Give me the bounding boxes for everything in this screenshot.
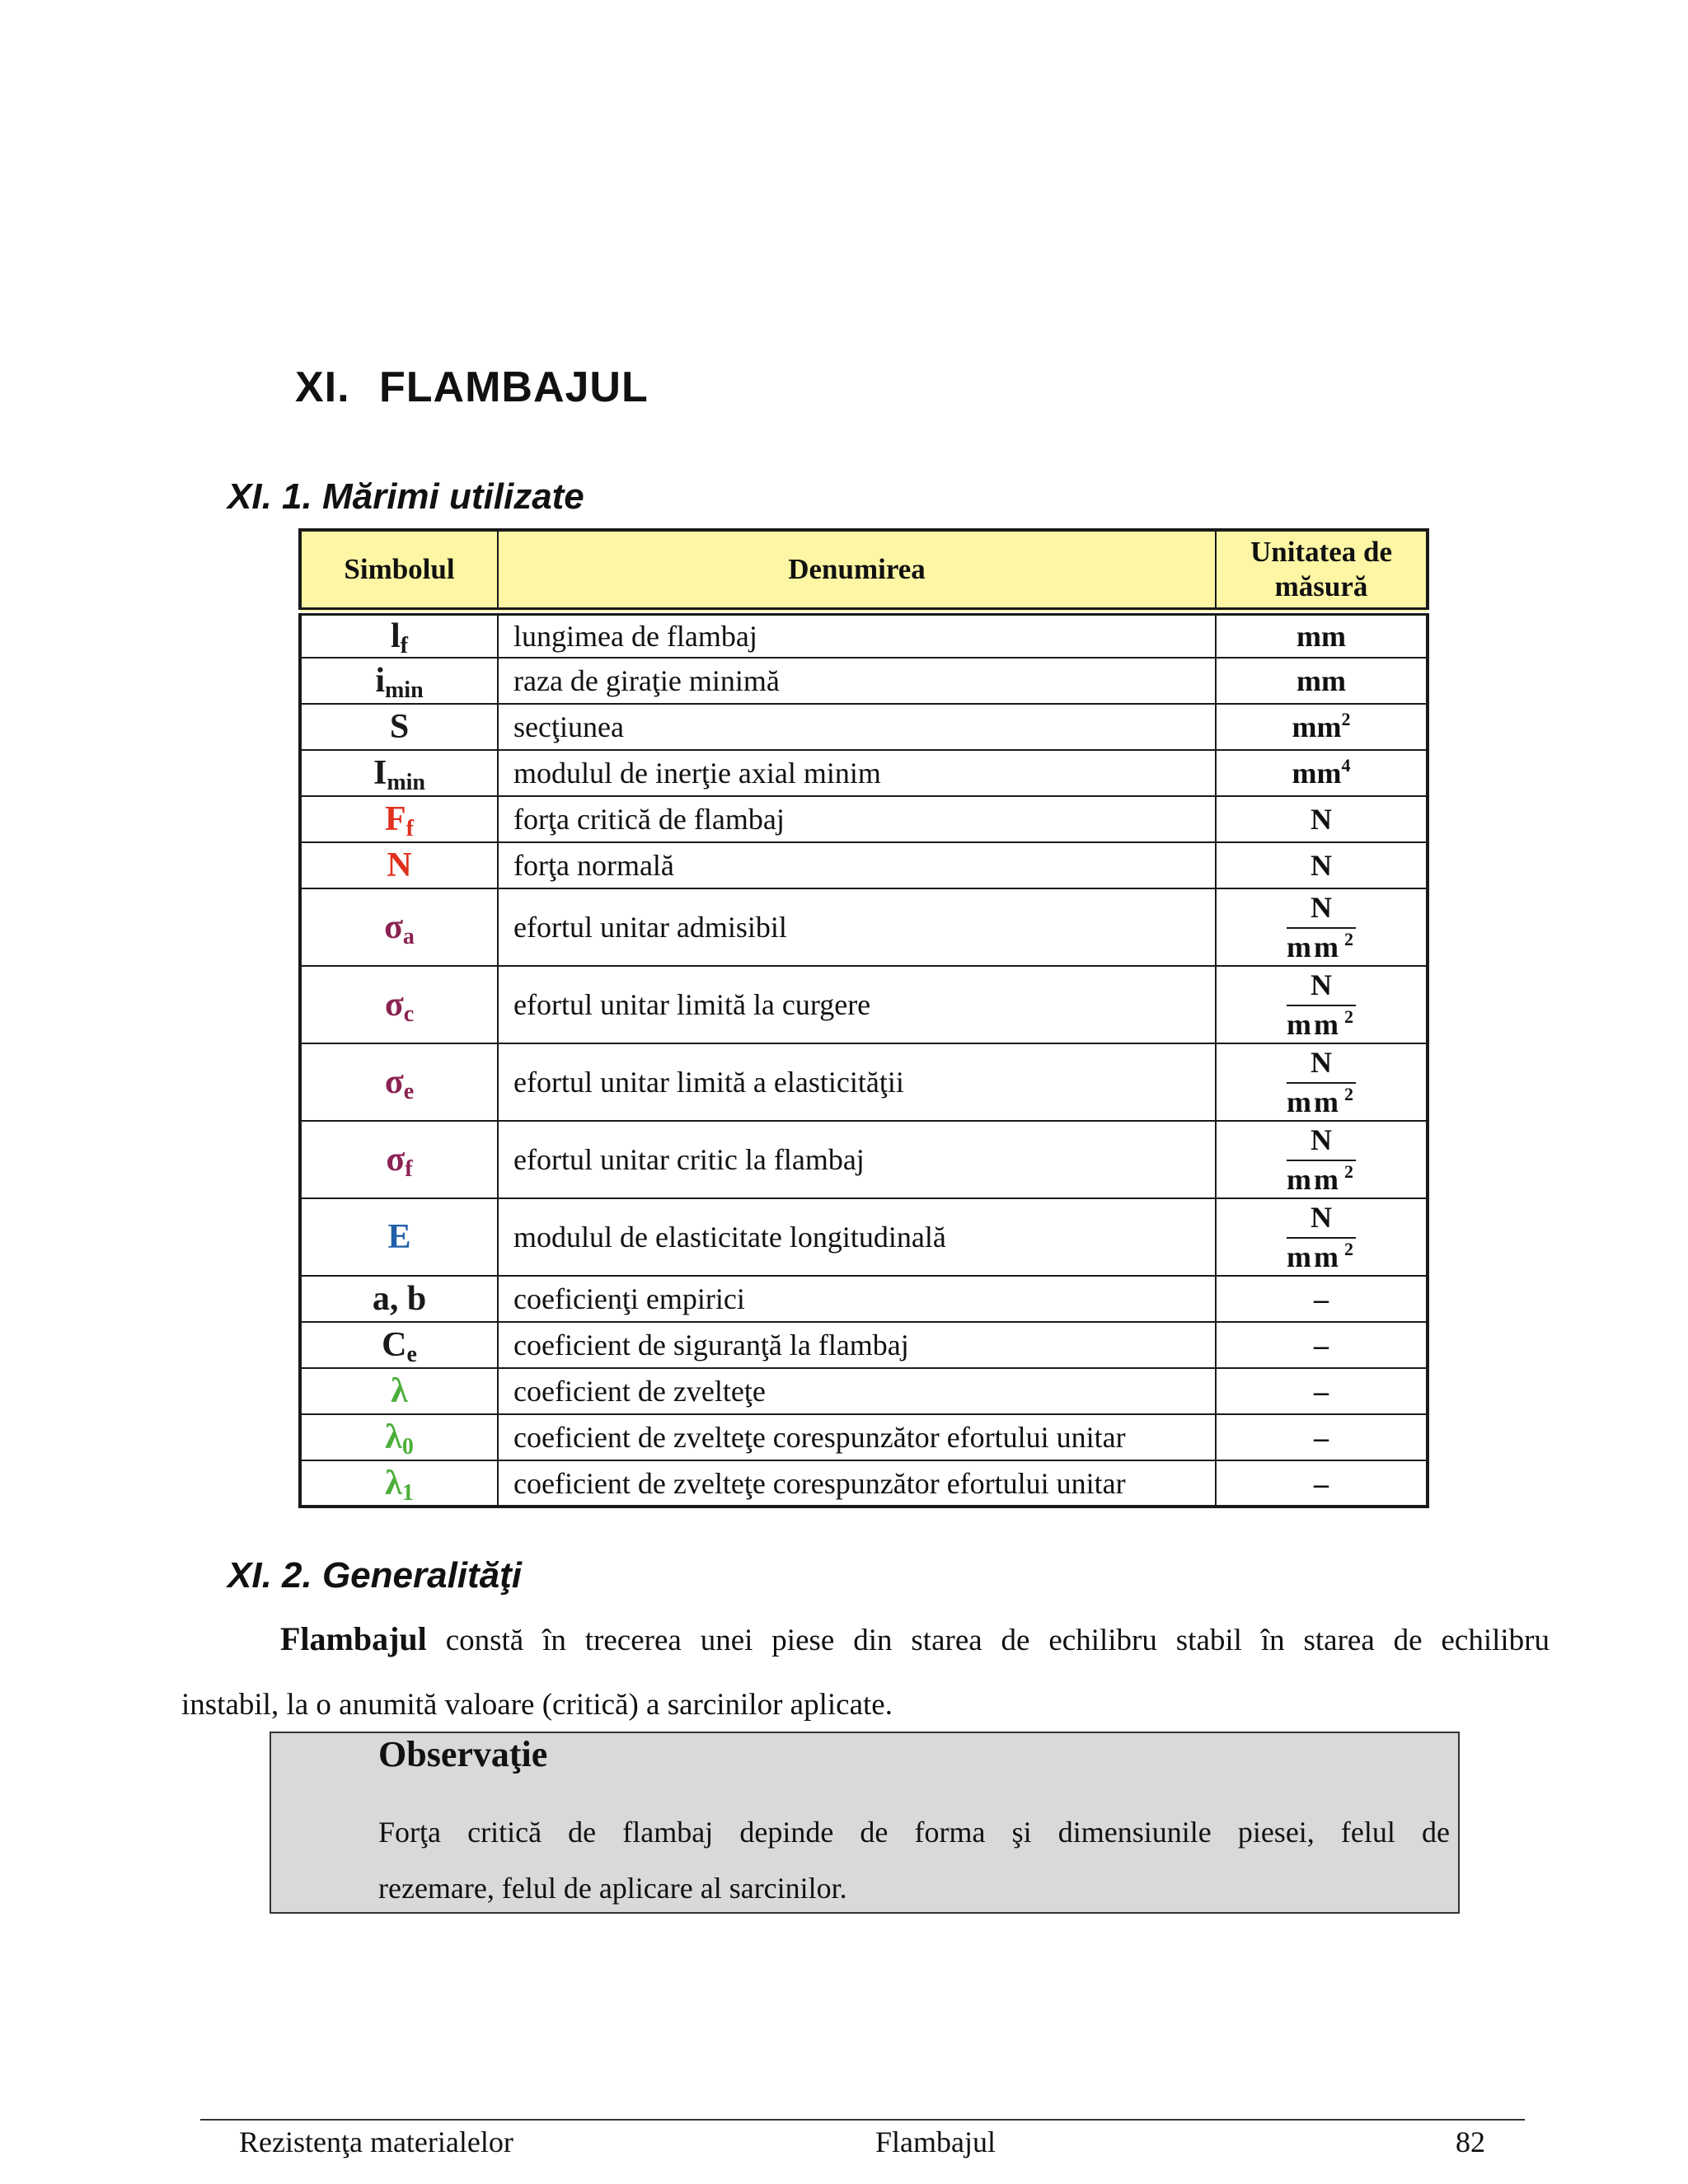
symbol-subscript: e	[403, 1079, 415, 1104]
name-cell: coeficient de zvelteţe corespunzător efortului unitar	[498, 1460, 1216, 1507]
symbol-subscript: min	[387, 770, 426, 795]
fraction-numerator: N	[1287, 1122, 1356, 1161]
symbol-subscript: a	[402, 924, 415, 949]
unit-text: mm	[1296, 664, 1346, 697]
symbol-main: i	[375, 662, 385, 700]
name-cell: coeficient de siguranţă la flambaj	[498, 1322, 1216, 1368]
symbol-cell	[300, 1460, 498, 1507]
unit-cell	[1216, 966, 1428, 1043]
symbol-main: I	[373, 754, 387, 792]
table-header-row	[300, 530, 1428, 612]
name-cell: raza de giraţie minimă	[498, 658, 1216, 704]
footer-page-number: 82	[1456, 2125, 1485, 2158]
unit-exponent: 4	[1341, 755, 1351, 776]
footer-chapter-title: Flambajul	[875, 2125, 996, 2158]
symbol-main: σ	[386, 1141, 406, 1179]
paragraph-line-2: instabil, la o anumită valoare (critică) a sarcinilor aplicate.	[181, 1688, 893, 1722]
unit-cell	[1216, 1276, 1428, 1322]
unit-cell	[1216, 612, 1428, 658]
unit-fraction	[1287, 889, 1356, 965]
fraction-denominator	[1287, 1006, 1356, 1043]
header-name: Denumirea	[498, 530, 1216, 612]
fraction-denominator	[1287, 1161, 1356, 1197]
unit-text: –	[1314, 1329, 1329, 1361]
symbol-subscript: 1	[401, 1479, 414, 1506]
unit-text: –	[1314, 1466, 1329, 1500]
symbol-main: σ	[384, 908, 403, 946]
fraction-denominator-text: mm	[1287, 1240, 1341, 1273]
unit-cell	[1216, 1198, 1428, 1276]
unit-fraction	[1287, 1122, 1356, 1197]
name-cell: forţa normală	[498, 842, 1216, 888]
unit-exponent: 2	[1341, 709, 1351, 729]
symbol-cell	[300, 966, 498, 1043]
table-row	[300, 612, 1428, 658]
intro-paragraph	[181, 1607, 1550, 1737]
unit-cell	[1216, 704, 1428, 750]
table-row	[300, 1121, 1428, 1198]
unit-cell	[1216, 1368, 1428, 1414]
fraction-exponent: 2	[1343, 1084, 1356, 1104]
fraction-denominator-text: mm	[1287, 1008, 1341, 1041]
name-cell: secţiunea	[498, 704, 1216, 750]
symbol-cell	[300, 1414, 498, 1460]
fraction-denominator-text: mm	[1287, 1085, 1341, 1118]
symbol-cell	[300, 1322, 498, 1368]
unit-cell	[1216, 796, 1428, 842]
symbol-cell	[300, 1043, 498, 1121]
unit-cell	[1216, 888, 1428, 966]
unit-text: –	[1314, 1421, 1329, 1454]
unit-cell	[1216, 1121, 1428, 1198]
symbol-main: σ	[384, 986, 404, 1024]
header-unit-line1: Unitatea de	[1250, 536, 1393, 568]
lead-term: Flambajul	[280, 1620, 427, 1657]
fraction-exponent: 2	[1343, 1239, 1356, 1259]
name-cell: efortul unitar admisibil	[498, 888, 1216, 966]
table-row	[300, 1198, 1428, 1276]
table-body	[300, 612, 1428, 1507]
fraction-denominator	[1287, 1084, 1356, 1120]
unit-text: –	[1314, 1282, 1329, 1315]
symbol-subscript: e	[406, 1342, 417, 1367]
name-cell: efortul unitar limită la curgere	[498, 966, 1216, 1043]
chapter-number: XI.	[295, 363, 350, 411]
table-row	[300, 966, 1428, 1043]
table-row	[300, 1276, 1428, 1322]
observation-box	[270, 1732, 1460, 1914]
observation-line-2: rezemare, felul de aplicare al sarcinilor.	[378, 1872, 847, 1905]
symbol-cell	[300, 842, 498, 888]
observation-text	[378, 1804, 1450, 1916]
symbol-cell	[300, 612, 498, 658]
symbol-cell	[300, 1368, 498, 1414]
symbol-main: N	[387, 846, 412, 884]
unit-fraction	[1287, 1044, 1356, 1120]
footer-divider	[200, 2119, 1525, 2121]
symbol-cell	[300, 796, 498, 842]
fraction-numerator: N	[1287, 889, 1356, 929]
table-row	[300, 1414, 1428, 1460]
quantities-table	[298, 528, 1429, 1508]
table-row	[300, 1043, 1428, 1121]
symbol-main: C	[382, 1326, 407, 1364]
unit-text: mm	[1296, 620, 1346, 653]
header-symbol: Simbolul	[300, 530, 498, 612]
unit-text: mm	[1292, 757, 1342, 790]
section-title-1: XI. 1. Mărimi utilizate	[227, 476, 584, 517]
unit-cell	[1216, 1043, 1428, 1121]
name-cell: coeficient de zvelteţe corespunzător efortului unitar	[498, 1414, 1216, 1460]
section-title-2: XI. 2. Generalităţi	[227, 1555, 523, 1596]
name-cell: coeficienţi empirici	[498, 1276, 1216, 1322]
unit-cell	[1216, 750, 1428, 796]
symbol-cell	[300, 1121, 498, 1198]
fraction-exponent: 2	[1343, 1161, 1356, 1182]
symbol-subscript: f	[406, 816, 414, 841]
symbol-subscript: c	[403, 1001, 415, 1027]
header-unit-line2: măsură	[1274, 570, 1368, 602]
symbol-main: l	[391, 617, 401, 655]
symbol-cell	[300, 1198, 498, 1276]
name-cell: forţa critică de flambaj	[498, 796, 1216, 842]
unit-text: –	[1314, 1375, 1329, 1408]
symbol-main: F	[385, 800, 406, 838]
observation-title: Observaţie	[378, 1734, 548, 1774]
fraction-exponent: 2	[1343, 1006, 1356, 1027]
footer-book-title: Rezistenţa materialelor	[239, 2125, 513, 2158]
symbol-cell	[300, 750, 498, 796]
symbol-main: σ	[384, 1063, 404, 1101]
unit-cell	[1216, 658, 1428, 704]
symbol-main: S	[389, 708, 410, 746]
fraction-denominator-text: mm	[1287, 1163, 1341, 1196]
fraction-exponent: 2	[1343, 929, 1356, 949]
fraction-numerator: N	[1287, 967, 1356, 1006]
name-cell: modulul de inerţie axial minim	[498, 750, 1216, 796]
name-cell: coeficient de zvelteţe	[498, 1368, 1216, 1414]
paragraph-line-1-rest: constă în trecerea unei piese din starea de echilibru stabil în starea de echilibru	[426, 1624, 1550, 1657]
symbol-subscript: f	[400, 633, 408, 658]
name-cell: modulul de elasticitate longitudinală	[498, 1198, 1216, 1276]
unit-cell	[1216, 1322, 1428, 1368]
symbol-cell	[300, 704, 498, 750]
name-cell: efortul unitar limită a elasticităţii	[498, 1043, 1216, 1121]
fraction-numerator: N	[1287, 1044, 1356, 1084]
table-row	[300, 1322, 1428, 1368]
table-row	[300, 888, 1428, 966]
symbol-subscript: f	[405, 1156, 413, 1182]
unit-cell	[1216, 1414, 1428, 1460]
symbol-main: λ	[391, 1372, 408, 1410]
name-cell: lungimea de flambaj	[498, 612, 1216, 658]
table-row	[300, 704, 1428, 750]
unit-text: N	[1311, 803, 1332, 836]
fraction-denominator	[1287, 929, 1356, 965]
table-row	[300, 842, 1428, 888]
unit-cell	[1216, 842, 1428, 888]
unit-text: mm	[1292, 710, 1342, 743]
paragraph-line-1	[181, 1607, 1550, 1673]
table-row	[300, 750, 1428, 796]
unit-fraction	[1287, 1199, 1356, 1275]
table-row	[300, 1460, 1428, 1507]
symbol-main: a, b	[372, 1280, 427, 1318]
fraction-numerator: N	[1287, 1199, 1356, 1239]
symbol-subscript: min	[384, 677, 424, 703]
symbol-cell	[300, 888, 498, 966]
chapter-title	[295, 363, 649, 412]
table-row	[300, 658, 1428, 704]
name-cell: efortul unitar critic la flambaj	[498, 1121, 1216, 1198]
symbol-main: λ	[385, 1464, 402, 1502]
symbol-main: E	[387, 1218, 411, 1256]
observation-line-1: Forţa critică de flambaj depinde de forma şi dimensiunile piesei, felul de	[378, 1816, 1450, 1849]
header-unit	[1216, 530, 1428, 612]
fraction-denominator-text: mm	[1287, 930, 1341, 963]
symbol-main: λ	[385, 1418, 402, 1456]
symbol-subscript: 0	[401, 1434, 414, 1460]
chapter-title-text: FLAMBAJUL	[379, 363, 649, 411]
unit-text: N	[1311, 849, 1332, 882]
symbol-cell	[300, 658, 498, 704]
table-row	[300, 796, 1428, 842]
unit-fraction	[1287, 967, 1356, 1043]
table-row	[300, 1368, 1428, 1414]
fraction-denominator	[1287, 1239, 1356, 1275]
symbol-cell	[300, 1276, 498, 1322]
unit-cell	[1216, 1460, 1428, 1507]
